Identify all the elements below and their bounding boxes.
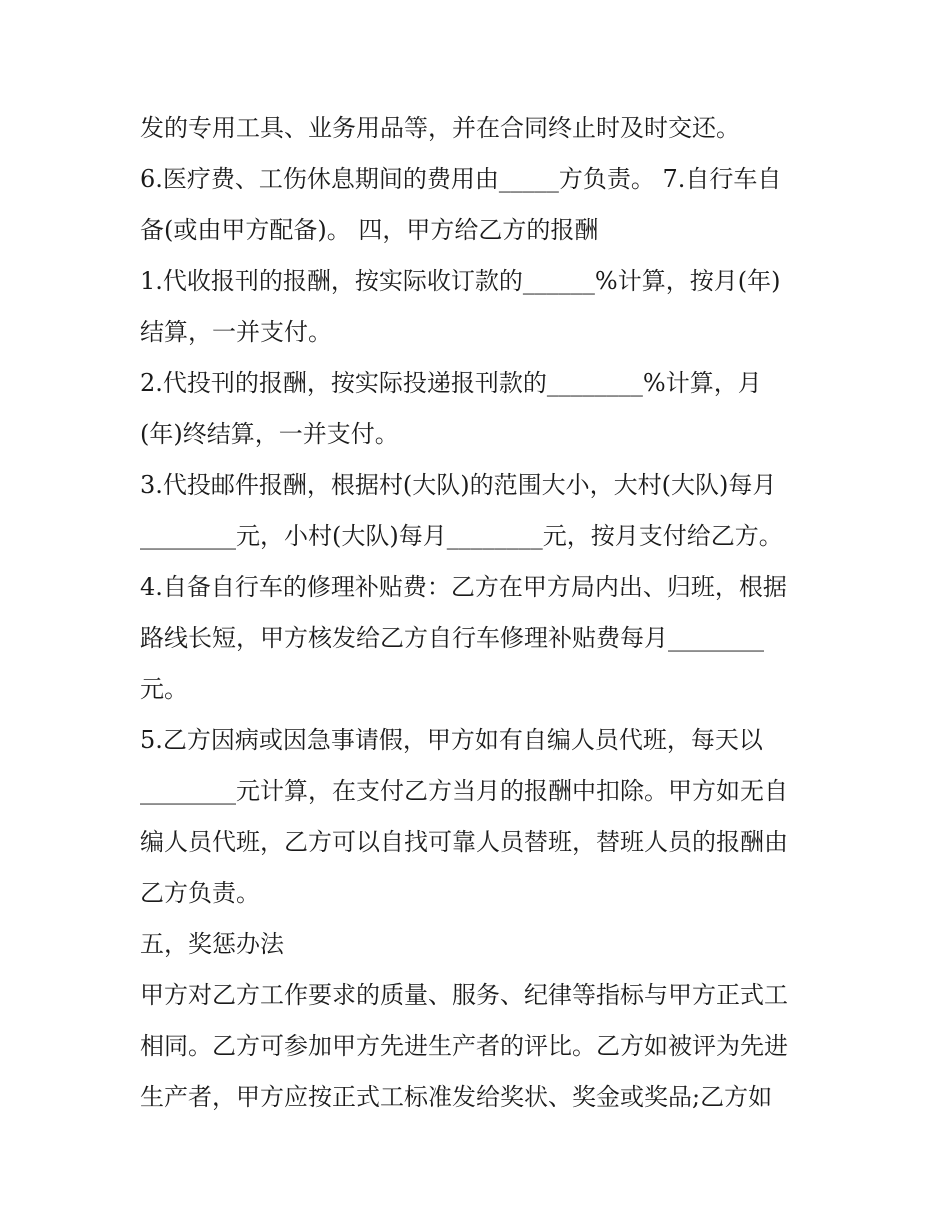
text-line: 乙方负责。 xyxy=(140,879,260,907)
text-line: 1.代收报刊的报酬，按实际收订款的______%计算，按月(年) xyxy=(140,267,781,295)
section-heading: 五，奖惩办法 xyxy=(140,930,284,958)
text-line: 相同。乙方可参加甲方先进生产者的评比。乙方如被评为先进 xyxy=(140,1032,788,1060)
text-line: 生产者，甲方应按正式工标准发给奖状、奖金或奖品;乙方如 xyxy=(140,1083,773,1111)
text-line: 2.代投刊的报酬，按实际投递报刊款的________%计算，月 xyxy=(140,369,762,397)
text-line: 3.代投邮件报酬，根据村(大队)的范围大小，大村(大队)每月 xyxy=(140,471,777,499)
text-line: 发的专用工具、业务用品等，并在合同终止时及时交还。 xyxy=(140,114,740,142)
text-line: 甲方对乙方工作要求的质量、服务、纪律等指标与甲方正式工 xyxy=(140,981,788,1009)
text-line: 备(或由甲方配备)。 四，甲方给乙方的报酬 xyxy=(140,216,599,244)
text-line: 路线长短，甲方核发给乙方自行车修理补贴费每月________ xyxy=(140,624,764,652)
text-line: 编人员代班，乙方可以自找可靠人员替班，替班人员的报酬由 xyxy=(140,828,788,856)
text-line: 元。 xyxy=(140,675,188,703)
text-line: 4.自备自行车的修理补贴费：乙方在甲方局内出、归班，根据 xyxy=(140,573,787,601)
text-line: ________元计算，在支付乙方当月的报酬中扣除。甲方如无自 xyxy=(140,777,788,805)
text-line: 结算，一并支付。 xyxy=(140,318,332,346)
text-line: ________元，小村(大队)每月________元，按月支付给乙方。 xyxy=(140,522,783,550)
text-line: 5.乙方因病或因急事请假，甲方如有自编人员代班，每天以 xyxy=(140,726,763,754)
text-line: (年)终结算，一并支付。 xyxy=(140,420,399,448)
text-line: 6.医疗费、工伤休息期间的费用由_____方负责。 7.自行车自 xyxy=(140,165,782,193)
